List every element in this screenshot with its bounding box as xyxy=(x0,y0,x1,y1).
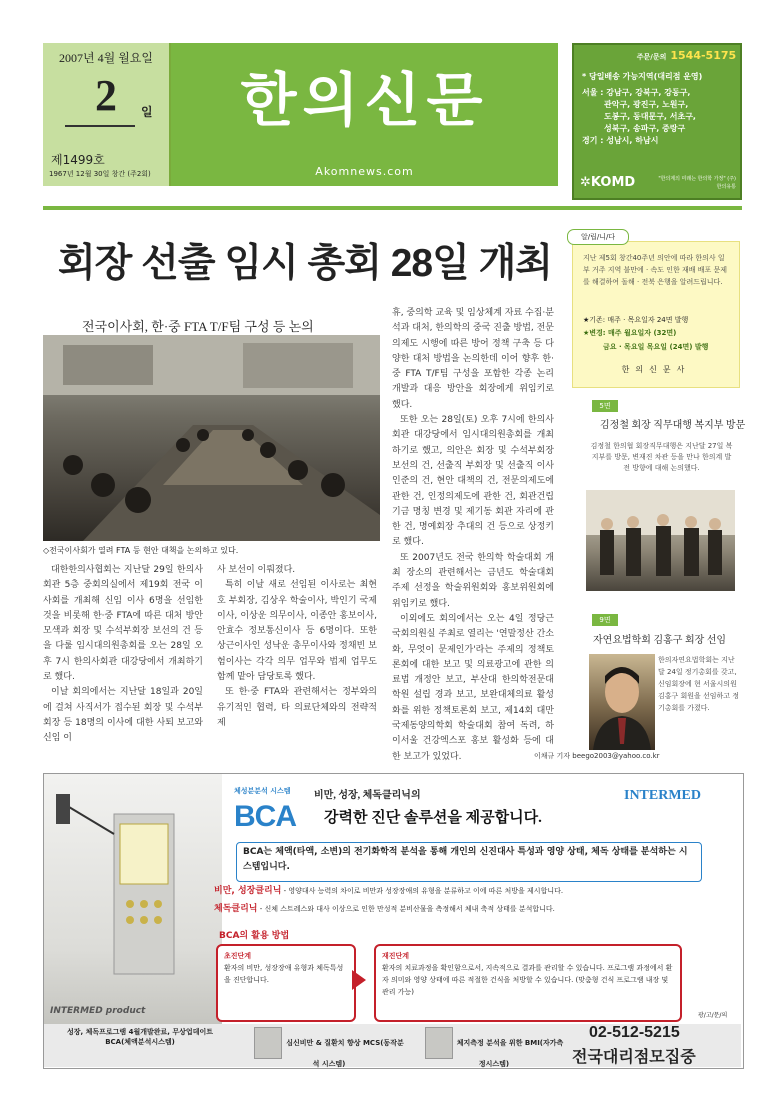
visit-photo-illustration xyxy=(586,490,735,591)
ad-category: 광/고/문/의 xyxy=(698,1012,728,1019)
ad-area-line: 도봉구, 동대문구, 서초구, xyxy=(604,112,696,121)
arrow-right-icon xyxy=(352,970,366,990)
article-paragraph: 이외에도 회의에서는 오는 4일 정당근 국회의원실 주최로 열리는 '연말정산 간소화, 무엇이 문제인가'라는 주제의 정책토론회에 대한 보고 및 의료광고에 관한 의료법 개정안 보고, 부산대 한의학전문대학원 설립 경과 보고, 보완대체의료 활성화를 위한 정책토론회 보고, 제14회 대만 국제동양의학회 학술대회 참여 독려, 하이서울 건강엑스포 홍보 활성화 등에 대한 보고가 있었다. xyxy=(392,613,554,762)
notice-signature: 한의신문사 xyxy=(621,365,691,374)
ad-phone-row xyxy=(574,49,740,62)
ad-area-line: 관악구, 광진구, 노원구, xyxy=(604,100,689,109)
article-paragraph: 특히 이날 새로 선임된 이사로는 최현호 부회장, 김상우 학술이사, 박인기 국제이사, 이상운 의무이사, 이종안 홍보이사, 안효수 정보통신이사 등 6명이다. 또한 상근이사인 성낙운 총무이사와 정채빈 보험이사는 각각 의무 업무와 법제 업무도 함께 맡아 담당토록 했다. xyxy=(217,580,377,683)
notice-box xyxy=(572,241,740,388)
side-page-label: 9면 xyxy=(592,614,618,626)
ad-description: BCA는 체액(타액, 소변)의 전기화학적 분석을 통해 개인의 신진대사 특성과 영양 상태, 체독 상태를 분석하는 시스템입니다. xyxy=(236,842,702,882)
photo-caption: ◇전국이사회가 열려 FTA 등 현안 대책을 논의하고 있다. xyxy=(43,546,239,555)
article-paragraph: 또 2007년도 전국 한의학 학술대회 개최 장소의 관련해서는 금년도 학술대회 주제 선정을 학술위원회와 홍보위원회에 위임키로 했다. xyxy=(392,552,554,609)
article-byline: 이채규 기자 beego2003@yahoo.co.kr xyxy=(534,752,660,760)
article-paragraph: 사 보선이 이뤄졌다. xyxy=(217,565,296,575)
article-column-2 xyxy=(217,563,377,731)
meeting-photo-illustration xyxy=(43,335,380,541)
ad-slogan: "한의계의 미래는 한의학 가정" (주)한의유통 xyxy=(658,176,736,190)
ad-feature-detox: 체독클리닉 - 신체 스트레스와 대사 이상으로 인한 만성적 분비산물을 측정해서 체내 축적 상태를 분석합니다. xyxy=(214,904,555,914)
article-paragraph: 또한 오는 28일(토) 오후 7시에 한의사회관 대강당에서 임시대의원총회를 개최하기로 했고, 의안은 회장 및 수석부회장 보선의 건, 선출직 부회장 및 선출직 이사 인준의 건, 현안 대책의 건, 전문의제도에 관한 건, 인정의제도에 관한 건, 회관건립기금 명칭 변경 및 제기동 회관 자리에 관한 건, 명예회장 추대의 건 등으로 상정키로 했다. xyxy=(392,415,554,548)
article-column-1 xyxy=(43,563,203,747)
issue-number: 제1499호 xyxy=(51,153,105,167)
product-thumbnail xyxy=(254,1027,282,1059)
notice-schedule-detail: 금요 · 목요일 목요일 (24면) 발행 xyxy=(603,343,709,351)
top-advertisement xyxy=(572,43,742,200)
ad-step-first: 초진단계 환자의 비만, 성장장애 유형과 체독특성을 진단합니다. xyxy=(216,944,356,1022)
feature-title: 비만, 성장클리닉 xyxy=(214,886,282,896)
ad-phone-label: 주문/문의 xyxy=(636,53,667,61)
analyzer-illustration xyxy=(44,774,222,1004)
notice-schedule-old: ★기존: 매주 · 목요일자 24면 발행 xyxy=(583,316,689,324)
ad-product: 심신비만 & 질환치 향상 MCS(동작분석 시스템) xyxy=(254,1027,404,1069)
ad-step-followup: 재진단계 환자의 치료과정을 확인함으로서, 지속적으로 결과를 관리할 수 있습니다. 프로그램 과정에서 환자 의미와 영양 상태에 따른 적절한 건식을 처방할 수 있습니다. (맞춤형 건식 프로그램 내장 및 관리 가능) xyxy=(374,944,682,1022)
ad-feature-obesity: 비만, 성장클리닉 - 영양대사 능력의 차이로 비만과 성장장애의 유형을 분류하고 이에 따른 처방을 제시합니다. xyxy=(214,886,564,896)
article-paragraph: 휴, 중의학 교육 및 임상체계 자료 수집·분석과 대처, 한의학의 중국 진출 방법, 전문의제도 시행에 따른 방어 정책 구축 등 다양한 대처 방법을 논의한데 이어 향후 한·중 FTA T/F팀 구성을 포함한 각종 논리 개발과 대응 방안을 회장에게 위임키로 했다. xyxy=(392,308,554,410)
ad-phone: 1544-5175 xyxy=(670,49,737,62)
ad-notice: * 당일배송 가능지역(대리점 운영) xyxy=(582,72,703,81)
asterisk-icon: ✲ xyxy=(580,175,591,190)
product-thumbnail xyxy=(425,1027,453,1059)
article-subhead: 전국이사회, 한·중 FTA T/F팀 구성 등 논의 xyxy=(82,319,314,334)
issue-day: 2 xyxy=(95,71,117,120)
issue-date: 2007년 4월 월요일 xyxy=(59,51,153,65)
ad-area-line: 경기 : 성남시, 하남시 xyxy=(582,136,659,145)
ad-kicker: 체성분분석 시스템 xyxy=(234,787,291,795)
article-column-3 xyxy=(392,306,554,765)
masthead-title-panel xyxy=(171,43,558,186)
ad-product: 성장, 체독프로그램 4월개발완료, 무상업데이트 BCA(체액분석시스템) xyxy=(67,1028,213,1046)
side-story-text: 김정철 한의협 회장직무대행은 지난달 27일 복지부를 방문, 변재진 차관 등을 만나 한의계 발전 방향에 대해 논의했다. xyxy=(590,442,733,472)
ad-brand: ✲KOMD xyxy=(580,175,636,190)
portrait-illustration xyxy=(589,654,655,750)
article-paragraph: 이날 회의에서는 지난달 18일과 20일에 걸쳐 사직서가 접수된 회장 및 수석부회장 등 18명의 이사에 대한 사퇴 보고와 신임 이 xyxy=(43,687,203,744)
day-underline xyxy=(65,125,135,127)
day-unit: 일 xyxy=(141,105,153,119)
side-page-label: 5면 xyxy=(592,400,618,412)
intermed-logo: INTERMED xyxy=(624,788,702,803)
masthead-divider xyxy=(43,206,742,210)
notice-schedule-new: ★변경: 매주 월요일자 (32면) xyxy=(583,329,677,337)
device-label: INTERMED product xyxy=(50,1006,146,1016)
article-headline: 회장 선출 임시 총회 28일 개최 xyxy=(58,242,552,285)
article-paragraph: 대한한의사협회는 지난달 29일 한의사회관 5층 중회의실에서 제19회 전국 이사회를 개최해 신임 이사 6명을 선임한 것을 비롯해 한·중 FTA에 따른 대처 방안 모색과 회장 및 수석부회장 보선의 건 등을 다룰 임시대의원총회를 오는 28일 오후 7시 한의사회관 대강당에서 개최하기로 했다. xyxy=(43,565,203,683)
ad-area-line: 성북구, 송파구, 중랑구 xyxy=(604,124,686,133)
ad-product: 체지측정 분석을 위한 BMI(자가측정시스템) xyxy=(424,1027,564,1069)
ad-area-line: 서울 : 강남구, 강북구, 강동구, xyxy=(582,88,691,97)
notice-text: 지난 제5회 창간40주년 의안에 따라 한의사 일부 거주 지역 불만에 · 속도 인한 재배 배포 문제를 해결하여 돌해 · 전북 은행을 알려드립니다. xyxy=(583,254,727,286)
bca-logo: BCA xyxy=(234,800,296,833)
side-story-photo xyxy=(586,490,735,591)
bca-advertisement[interactable] xyxy=(43,773,744,1069)
ad-headline: 강력한 진단 솔루션을 제공합니다. xyxy=(324,810,542,826)
newspaper-url[interactable]: Akomnews.com xyxy=(315,165,414,178)
ad-tagline: 비만, 성장, 체독클리닉의 xyxy=(314,790,421,801)
ad-usage-heading: BCA의 활용 방법 xyxy=(219,931,290,941)
portrait-photo xyxy=(589,654,655,750)
side-story-title[interactable]: 자연요법학회 김홍구 회장 선임 xyxy=(593,635,727,646)
notice-tab: 알/립/니/다 xyxy=(567,229,629,245)
side-story-title[interactable]: 김정철 회장 직무대행 복지부 방문 xyxy=(600,420,746,431)
newspaper-title: 한의신문 xyxy=(240,68,489,133)
ad-phone-number[interactable]: 02-512-5215 xyxy=(589,1024,680,1041)
article-photo xyxy=(43,335,380,541)
feature-title: 체독클리닉 xyxy=(214,904,258,914)
article-paragraph: 또 한·중 FTA와 관련해서는 정부와의 유기적인 협력, 타 의료단체와의 전략적 제 xyxy=(217,687,377,728)
date-panel xyxy=(43,43,171,186)
ad-recruit-text: 전국대리점모집중 xyxy=(572,1049,696,1066)
side-story-text: 한의자연요법학회는 지난달 24일 정기총회를 갖고, 신임회장에 현 서울시의원 김홍구 회원을 선임하고 정기총회를 가졌다. xyxy=(658,656,740,712)
founded-note: 1967년 12월 30일 창간 (주2회) xyxy=(49,170,151,178)
